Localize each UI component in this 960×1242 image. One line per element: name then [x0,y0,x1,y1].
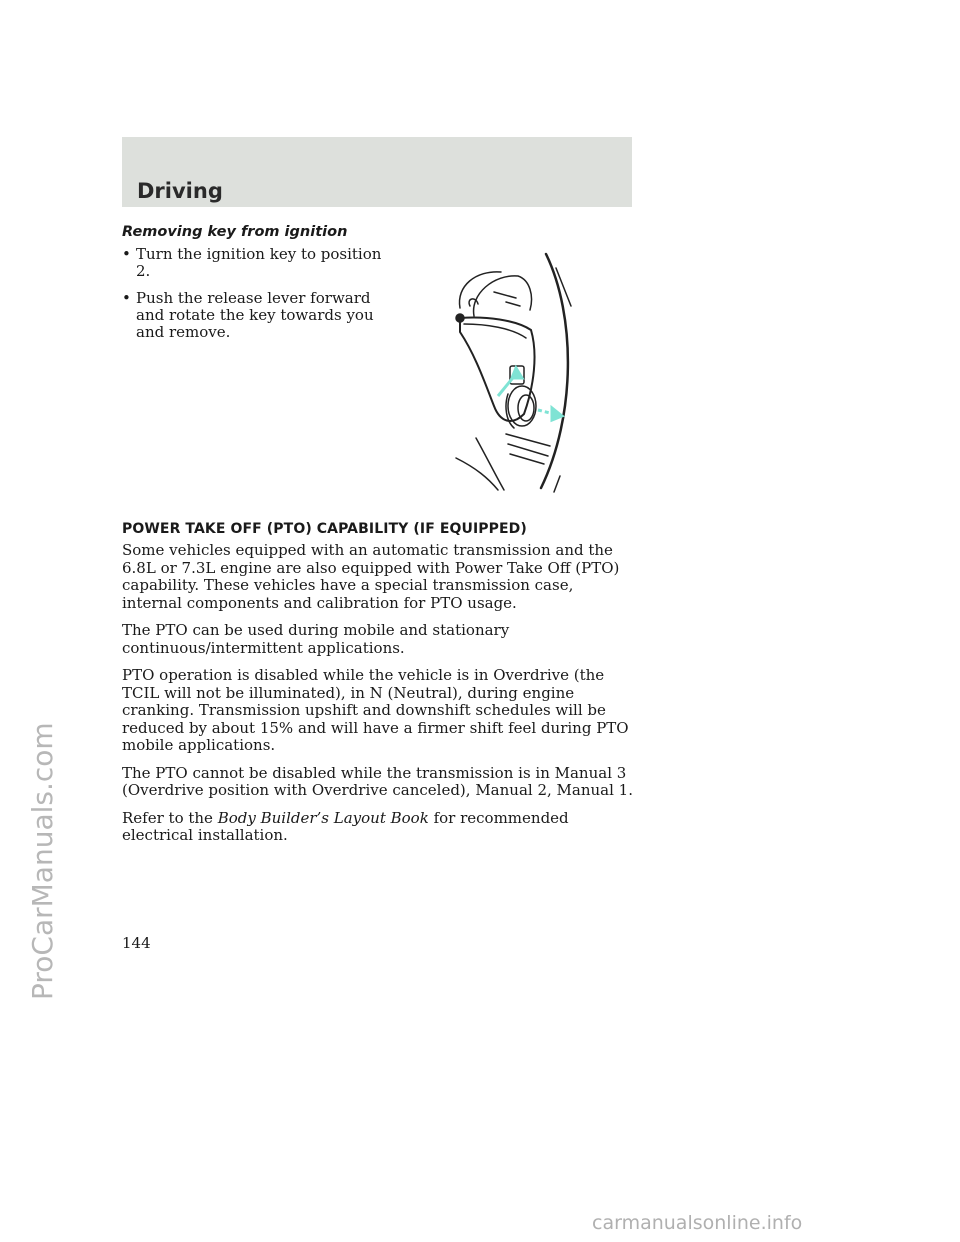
list-item-text: Turn the ignition key to position 2. [136,245,382,280]
reference-suffix: for recommended electrical installation. [122,808,569,844]
list-item [122,246,382,280]
pto-heading: POWER TAKE OFF (PTO) CAPABILITY (IF EQUIPPED) [122,521,527,537]
list-item-text: Push the release lever forward and rotate the key towards you and remove. [136,289,374,341]
paragraph: The PTO can be used during mobile and stationary continuous/intermittent applications. [122,621,510,657]
bottom-watermark: carmanualsonline.info [592,1212,803,1234]
reference-prefix: Refer to the [122,808,218,827]
steering-column-ignition-key-illustration [446,246,576,494]
list-item [122,290,382,341]
paragraph: The PTO cannot be disabled while the transmission is in Manual 3 (Overdrive position with Overdrive canceled), Manual 2, Manual 1. [122,763,633,799]
paragraph: Some vehicles equipped with an automatic transmission and the 6.8L or 7.3L engine are also equipped with Power Take Off (PTO) capability. These vehicles have a special transmission case, internal components and calibration for PTO usage. [122,541,620,612]
pto-body [122,542,637,855]
section-header-band [122,137,632,207]
ignition-steps-list [122,246,382,351]
reference-paragraph [122,810,637,845]
book-title: Body Builder’s Layout Book [217,808,429,827]
page-number: 144 [122,934,151,952]
bullet-mark: • [122,245,131,263]
side-watermark: ProCarManuals.com [26,722,59,1000]
bullet-mark: • [122,289,131,307]
section-title: Driving [137,179,223,203]
paragraph: PTO operation is disabled while the vehicle is in Overdrive (the TCIL will not be illuminated), in N (Neutral), during engine cranking. Transmission upshift and downshift schedules will be reduced by about 15% and will have a firmer shift feel during PTO mobile applications. [122,666,629,754]
ignition-heading: Removing key from ignition [122,224,348,240]
